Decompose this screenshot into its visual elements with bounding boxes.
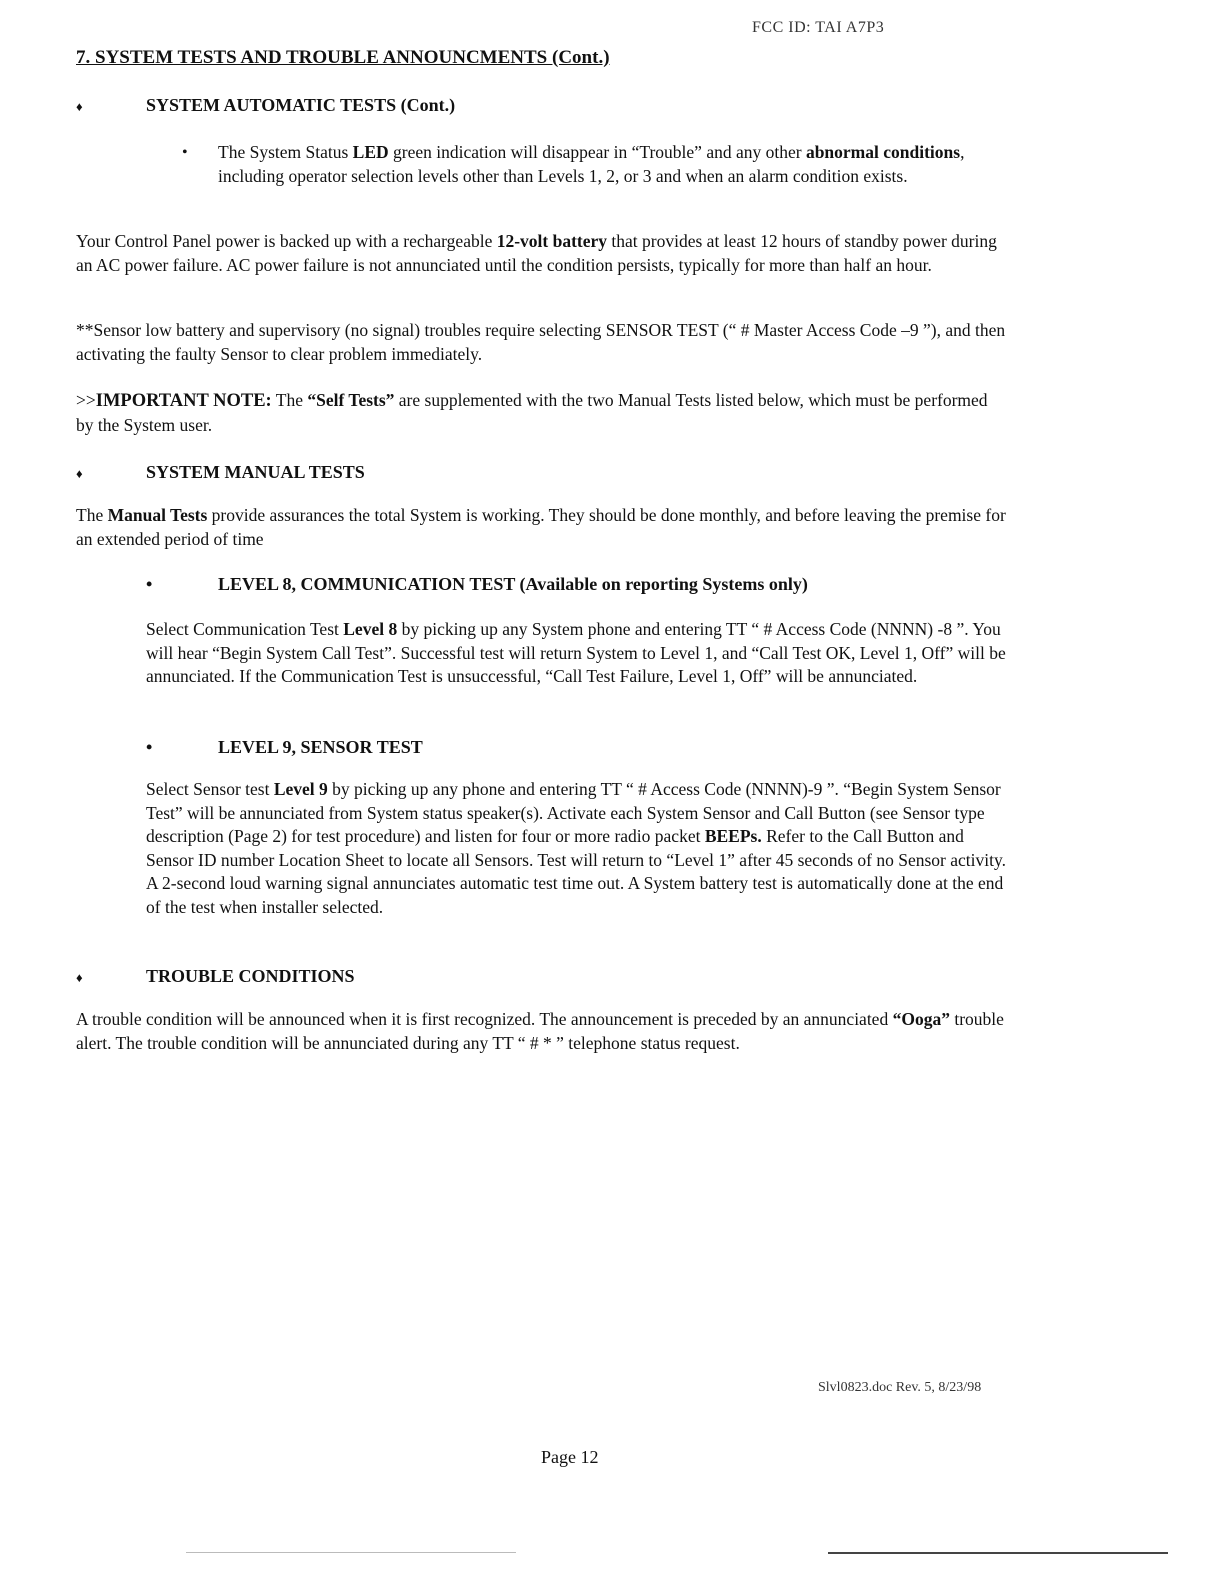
text-bold: Level 9 xyxy=(273,779,328,799)
manual-tests-paragraph xyxy=(76,504,1006,551)
text-bold: “Self Tests” xyxy=(307,390,395,410)
sensor-note-paragraph: **Sensor low battery and supervisory (no signal) troubles require selecting SENSOR TEST (“ # Master Access Code –9 ”), and then activating the faulty Sensor to clear problem immediately. xyxy=(76,320,1006,364)
page-title: 7. SYSTEM TESTS AND TROUBLE ANNOUNCMENTS (Cont.) xyxy=(76,47,610,68)
text-bold: BEEPs. xyxy=(704,826,762,846)
text-bold: Level 8 xyxy=(343,619,398,639)
scan-artifact-line xyxy=(828,1552,1168,1554)
section-manual-tests xyxy=(76,461,365,486)
fcc-id: FCC ID: TAI A7P3 xyxy=(752,19,885,36)
level9-heading-row xyxy=(146,736,423,760)
text-run: are supplemented with the two Manual Tests listed below, which must be performed by the System user. xyxy=(76,390,988,435)
text-run: provide assurances the total System is working. They should be done monthly, and before leaving the premise for an extended period of time xyxy=(76,505,1006,549)
text-bold: LED xyxy=(352,142,389,162)
level8-paragraph xyxy=(146,618,1006,689)
text-run: green indication will disappear in “Trouble” and any other xyxy=(388,142,806,162)
trouble-paragraph xyxy=(76,1008,1006,1055)
level8-heading: LEVEL 8, COMMUNICATION TEST (Available on reporting Systems only) xyxy=(218,574,808,594)
page-number: Page 12 xyxy=(541,1447,599,1467)
text-bold: “Ooga” xyxy=(892,1009,950,1029)
section-heading: TROUBLE CONDITIONS xyxy=(146,966,355,986)
text-run: Refer to the Call Button and Sensor ID number Location Sheet to locate all Sensors. Test will return to “Level 1” after 45 seconds of no Sensor activity. A 2-second loud warning signal annunciates automatic test time out. A System battery test is automatically done at the end of the test when installer selected. xyxy=(146,826,1006,917)
text-bold: Manual Tests xyxy=(107,505,208,525)
diamond-bullet-icon: ♦ xyxy=(76,466,83,481)
level9-heading: LEVEL 9, SENSOR TEST xyxy=(218,737,423,757)
text-bold: abnormal conditions xyxy=(805,142,961,162)
scan-artifact-line xyxy=(186,1552,516,1553)
text-run: that provides at least 12 hours of standby power during an AC power failure. AC power failure is not annunciated until the condition persists, typically for more than half an hour. xyxy=(76,231,997,275)
section-trouble-conditions xyxy=(76,965,355,990)
text-run: Your Control Panel power is backed up with a rechargeable xyxy=(76,231,497,251)
text-bold: IMPORTANT NOTE: xyxy=(95,391,272,411)
text-run: Select Communication Test xyxy=(146,619,344,639)
dot-bullet-icon: • xyxy=(182,144,188,161)
dot-bullet-icon: • xyxy=(146,737,153,757)
text-run: The xyxy=(271,390,308,410)
diamond-bullet-icon: ♦ xyxy=(76,970,83,985)
text-bold: 12-volt battery xyxy=(496,231,608,251)
led-bullet-item xyxy=(182,141,978,188)
text-run: The System Status xyxy=(218,142,353,162)
text-run: A trouble condition will be announced when it is first recognized. The announcement is preceded by an annunciated xyxy=(76,1009,893,1029)
text-run: trouble alert. The trouble condition will be annunciated during any TT “ # * ” telephone status request. xyxy=(76,1009,1004,1053)
level8-heading-row xyxy=(146,573,808,597)
text-run: by picking up any System phone and entering TT “ # Access Code (NNNN) -8 ”. You will hear “Begin System Call Test”. Successful test will return System to Level 1, and “Call Test OK, Level 1, Off” will be annunciated. If the Communication Test is unsuccessful, “Call Test Failure, Level 1, Off” will be annunciated. xyxy=(146,619,1006,686)
important-note-paragraph xyxy=(76,389,1006,437)
level9-paragraph xyxy=(146,778,1006,919)
diamond-bullet-icon: ♦ xyxy=(76,99,83,114)
text-run: >> xyxy=(76,390,96,410)
text-run: Select Sensor test xyxy=(146,779,274,799)
section-heading: SYSTEM AUTOMATIC TESTS (Cont.) xyxy=(146,95,456,115)
text-run: , including operator selection levels other than Levels 1, 2, or 3 and when an alarm condition exists. xyxy=(218,142,965,186)
document-reference: Slvl0823.doc Rev. 5, 8/23/98 xyxy=(818,1380,982,1395)
dot-bullet-icon: • xyxy=(146,574,153,594)
section-heading: SYSTEM MANUAL TESTS xyxy=(146,462,365,482)
section-automatic-tests xyxy=(76,94,455,119)
text-run: The xyxy=(76,505,108,525)
battery-paragraph xyxy=(76,230,1006,277)
text-run: by picking up any phone and entering TT “ # Access Code (NNNN)-9 ”. “Begin System Sensor Test” will be annunciated from System status speaker(s). Activate each System Sensor and Call Button (see Sensor type description (Page 2) for test procedure) and listen for four or more radio packet xyxy=(146,779,1001,846)
